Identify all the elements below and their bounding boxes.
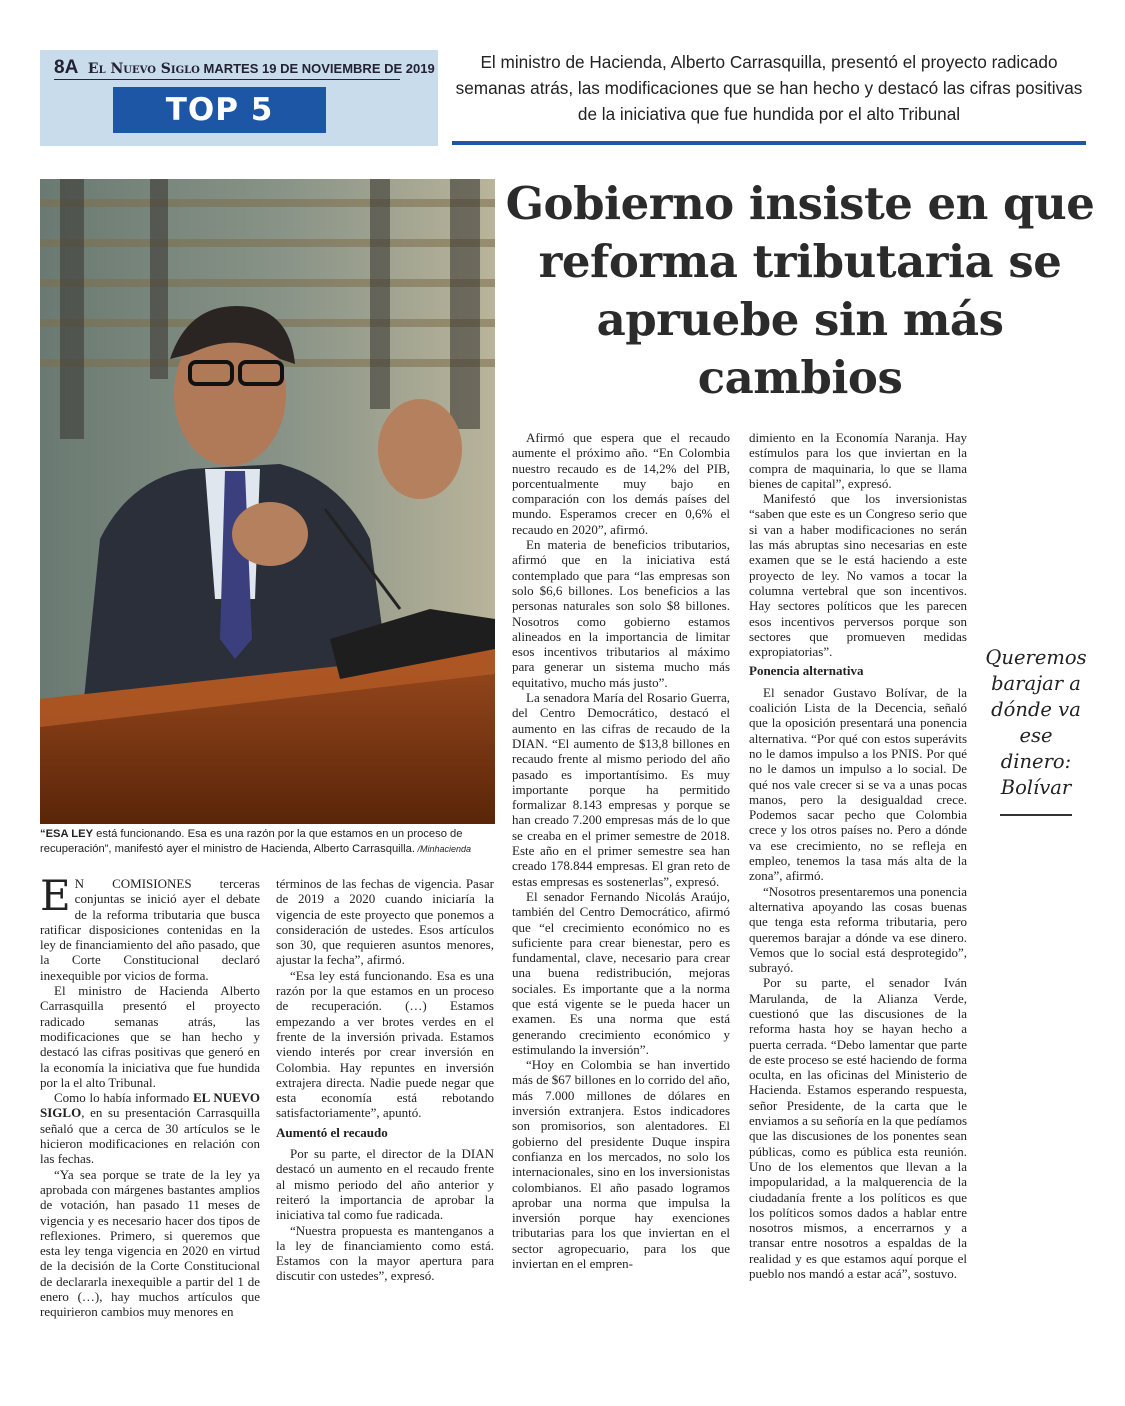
article-paragraph: Por su parte, el director de la DIAN destacó un aumento en el recaudo frente al mismo periodo del año anterior y reiteró la importancia de aprobar la iniciativa tal como fue radicada. <box>276 1146 494 1223</box>
page-number: 8A <box>54 57 79 78</box>
article-column-4 <box>749 430 967 1281</box>
caption-lead: “ESA LEY <box>40 828 94 840</box>
minister-speaking-image <box>40 179 495 824</box>
article-paragraph: “Hoy en Colombia se han invertido más de $67 billones en lo corrido del año, más 7.000 millones de dólares en inversión extranjera. Estos indicadores son promisorios, son alentadores. El gobierno del presidente Duque inspira confianza en los mercados, no solo los internacionales, sino en los inversionistas colombianos. El año pasado logramos aprobar una norma que impulsa la inversión porque hay exenciones tributarias para los que inviertan en el sector agropecuario, para los que inviertan en el empren- <box>512 1057 730 1272</box>
paragraph-text: , en su presentación Carrasquilla señaló que a cerca de 30 artículos se le hicieron modificaciones en relación con las fechas. <box>40 1105 260 1167</box>
article-column-1 <box>40 871 261 1320</box>
caption-text: está funcionando. Esa es una razón por la que estamos en un proceso de recuperación”, manifestó ayer el ministro de Hacienda, Alberto Carrasquilla. <box>40 828 463 855</box>
article-paragraph: El senador Fernando Nicolás Araújo, también del Centro Democrático, afirmó que “el crecimiento económico no es suficiente para crear bienestar, pero es fundamental, clave, necesario para crear una buena redistribución, mejoras sociales. Es importante que a la norma que está vigente se le pueda hacer un examen. Es una norma que está generando crecimiento económico y estimulando la inversión”. <box>512 888 730 1057</box>
paper-name: El Nuevo Siglo <box>87 61 200 77</box>
article-paragraph: “Nosotros presentaremos una ponencia alternativa apoyando las cosas buenas que tenga esta reforma tributaria, pero queremos barajar a dónde va ese dinero. Vemos que lo social está desprotegido”, subrayó. <box>749 883 967 976</box>
pull-quote-rule <box>1000 814 1072 816</box>
article-deck: El ministro de Hacienda, Alberto Carrasquilla, presentó el proyecto radicado semanas atrás, las modificaciones que se han hecho y destacó las cifras positivas de la iniciativa que fue hundida por el alto Tribunal <box>455 52 1083 124</box>
headline: Gobierno insiste en que reforma tributaria se apruebe sin más cambios <box>505 177 1095 404</box>
article-paragraph: “Ya sea porque se trate de la ley ya aprobada con márgenes bastantes amplios de votación, han pasado 11 meses de vigencia y es necesario hacer dos tipos de reflexiones. Primero, si queremos que esta ley tenga vigencia en 2020 en virtud de la decisión de la Corte Constitucional de declararla inexequible a partir del 1 de enero (…), hay muchos artículos que requirieron cambios muy menores en <box>40 1166 260 1320</box>
article-paragraph: términos de las fechas de vigencia. Pasar de 2019 a 2020 cuando iniciaría la vigencia de este proyecto que ponemos a consideración de ustedes. Esos artículos son 30, que requieren asuntos menores, ajustar la fecha”, afirmó. <box>276 876 494 968</box>
article-paragraph: Manifestó que los inversionistas “saben que este es un Congreso serio que si van a haber modificaciones no serán las más abruptas sino necesarias en este examen que se le está haciendo a este proyecto de ley. No vamos a tocar la columna vertebral que son incentivos. Hay sectores políticos que les parecen esos incentivos perversos porque son sectores que promueven medidas expropiatorias”. <box>749 491 967 660</box>
pull-quote: Queremos barajar a dónde va ese dinero: Bolívar <box>985 646 1087 799</box>
article-paragraph: “Esa ley está funcionando. Esa es una razón por la que estamos en un proceso de recuperación. (…) Estamos empezando a ver brotes verdes en el frente de la inversión privada. Estamos viendo interés por crear inversión en Colombia. Hay repuntes en inversión extrajera directa. Nadie puede negar que esta economía está rebotando satisfactoriamente”, apuntó. <box>276 967 494 1121</box>
article-paragraph: La senadora María del Rosario Guerra, del Centro Democrático, destacó el aumento en las cifras de recaudo de la DIAN. “El aumento de $13,8 billones en recaudo frente al mismo periodo del año pasado es importantísimo. Es muy importante porque ha permitido formalizar 8.143 empresas y porque se han creado 7.200 empresas más de lo que se creaba en el primer semestre de 2018. Este año en el primer semestre sea han creado 178.844 empresas. El gran reto de estas empresas es sostenerlas”, expresó. <box>512 690 730 889</box>
paper-mention: EL NUEVO SIGLO <box>40 1090 261 1121</box>
article-paragraph <box>40 871 260 983</box>
article-paragraph: En materia de beneficios tributarios, afirmó que en la iniciativa está contemplado que para “las empresas son solo $6,6 billones. Los beneficios a las personas naturales son solo $8 billones. Nosotros como gobierno estamos alineados en la importancia de limitar esos incentivos tributarios al máximo para generar un sistema mucho más equitativo, mucho más justo”. <box>512 537 730 690</box>
article-paragraph: El senador Gustavo Bolívar, de la coalición Lista de la Decencia, señaló que la oposición presentará una ponencia alternativa. “Por qué con estos superávits no le damos impulso a los PNIS. Por qué no le damos un impulso a lo social. De qué nos vale crecer si se va a unas pocas manos, pero la desigualdad crece. Podemos sacar pecho que Colombia crece y los otros países no. Pero a dónde va ese crecimiento, no se refleja en empleo, tenemos la tasa más alta de la zona”, afirmó. <box>749 684 967 884</box>
dropcap: E <box>40 871 71 920</box>
photo-credit: /Minhacienda <box>414 844 472 854</box>
article-column-3 <box>512 430 730 1271</box>
article-paragraph: El ministro de Hacienda Alberto Carrasquilla presentó el proyecto radicado semanas atrás, las modificaciones que se han hecho y destacó las cifras positivas que generó en la economía la iniciativa que fue hundida por la el alto Tribunal. <box>40 983 260 1090</box>
article-paragraph: dimiento en la Economía Naranja. Hay estímulos para los que inviertan en la compra de maquinaria, lo que se llama bienes de capital”, expresó. <box>749 430 967 491</box>
deck-rule <box>452 141 1086 145</box>
issue-date: MARTES 19 DE NOVIEMBRE DE 2019 <box>203 61 435 76</box>
article-column-2 <box>276 876 494 1284</box>
lead-smallcaps: N COMISIONES <box>74 876 192 891</box>
article-paragraph: Por su parte, el senador Iván Marulanda, de la Alianza Verde, cuestionó que las discusiones de la reforma hasta hoy se hayan hecho a puerta cerrada. “Debo lamentar que parte de este proceso se esté haciendo de forma oculta, en las oficinas del Ministerio de Hacienda. Estamos esperando respuesta, señor Presidente, de la carta que le enviamos a su señoría en la que pedíamos que las discusiones de los ponentes sean públicas, como es pública esta reunión. Uno de los elementos que llevan a la impopularidad, a la malquerencia de la ciudadanía frente a los políticos es que los políticos somos dados a hablar entre nosotros mismos, a encerrarnos y a transar entre nosotros a espaldas de la realidad y es que estamos aquí porque el pueblo nos mandó a estar acá”, sostuvo. <box>749 975 967 1282</box>
section-badge: TOP 5 <box>113 87 326 133</box>
lead-text: terceras conjuntas se inició ayer el debate de la reforma tributaria que busca ratificar disposiciones contenidas en la ley de financiamiento del año pasado, que la Corte Constitucional declaró inexequible por vicios de forma. <box>40 876 260 983</box>
folio <box>54 57 435 79</box>
folio-rule <box>54 79 400 80</box>
subheading-recaudo: Aumentó el recaudo <box>276 1124 388 1140</box>
article-paragraph <box>40 1090 260 1166</box>
article-paragraph: “Nuestra propuesta es mantenganos a la ley de financiamiento como está. Estamos con la mayor apertura para discutir con ustedes”, expresó. <box>276 1222 494 1284</box>
subheading-ponencia: Ponencia alternativa <box>749 663 864 679</box>
paragraph-text: Como lo había informado <box>54 1090 193 1106</box>
photo-caption <box>40 827 495 857</box>
article-paragraph: Afirmó que espera que el recaudo aumente el próximo año. “En Colombia nuestro recaudo es de 14,2% del PIB, porcentualmente muy bajo en comparación con los demás países del mundo. Esperamos crecer en 0,6% el recaudo en 2020”, afirmó. <box>512 430 730 537</box>
article-photo <box>40 179 495 824</box>
